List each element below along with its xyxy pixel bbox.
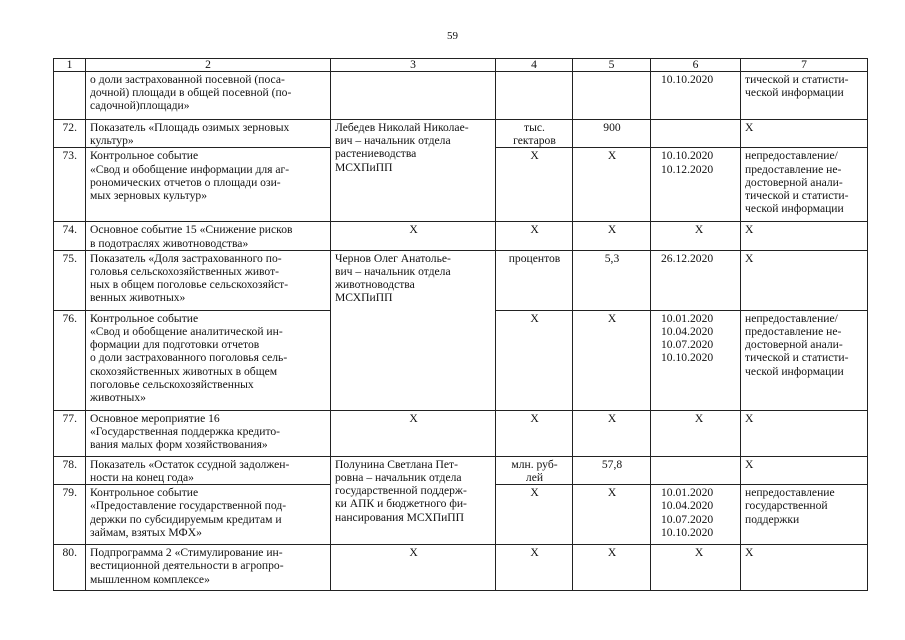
- row-name: Контрольное событие «Свод и обобщение информации для аг- рономических отчетов о площади ози- мых зерновых культур»: [86, 148, 331, 222]
- row-value: [573, 72, 651, 120]
- row-risk: X: [741, 456, 868, 484]
- row-date: 10.01.2020 10.04.2020 10.07.2020 10.10.2020: [651, 310, 741, 410]
- row-name: Показатель «Площадь озимых зерновых культур»: [86, 120, 331, 148]
- page-number: 59: [447, 30, 458, 42]
- row-number: 75.: [54, 250, 86, 310]
- row-value: 57,8: [573, 456, 651, 484]
- row-name: Подпрограмма 2 «Стимулирование ин- вестиционной деятельности в агропро- мышленном комплексе»: [86, 545, 331, 591]
- col-header-5: 5: [573, 59, 651, 72]
- row-risk: непредоставление/ предоставление не- достоверной анали- тической и статисти- ческой информации: [741, 310, 868, 410]
- row-date: [651, 120, 741, 148]
- col-header-3: 3: [331, 59, 496, 72]
- table-row: [54, 456, 868, 484]
- row-name: Контрольное событие «Предоставление государственной под- держки по субсидируемым кредитам и займам, взятых МФХ»: [86, 485, 331, 545]
- row-value: X: [573, 148, 651, 222]
- row-value: X: [573, 545, 651, 591]
- row-unit: [496, 72, 573, 120]
- row-unit: процентов: [496, 250, 573, 310]
- row-value: 5,3: [573, 250, 651, 310]
- row-number: [54, 72, 86, 120]
- col-header-7: 7: [741, 59, 868, 72]
- col-header-2: 2: [86, 59, 331, 72]
- col-header-4: 4: [496, 59, 573, 72]
- row-date: 10.10.2020: [651, 72, 741, 120]
- row-number: 80.: [54, 545, 86, 591]
- row-value: X: [573, 222, 651, 250]
- plan-table: [53, 58, 868, 591]
- row-date: [651, 456, 741, 484]
- col-header-1: 1: [54, 59, 86, 72]
- table-row: [54, 120, 868, 148]
- row-unit: X: [496, 310, 573, 410]
- row-name: о доли застрахованной посевной (поса- дочной) площади в общей посевной (по- садочной)площади»: [86, 72, 331, 120]
- row-date: 10.01.2020 10.04.2020 10.07.2020 10.10.2020: [651, 485, 741, 545]
- row-unit: X: [496, 410, 573, 456]
- row-risk: тической и статисти- ческой информации: [741, 72, 868, 120]
- row-responsible: Чернов Олег Анатолье- вич – начальник отдела животноводства МСХПиПП: [331, 250, 496, 410]
- row-date: X: [651, 222, 741, 250]
- row-responsible: Полунина Светлана Пет- ровна – начальник отдела государственной поддерж- ки АПК и бюджетного фи- нансирования МСХПиПП: [331, 456, 496, 544]
- row-risk: X: [741, 222, 868, 250]
- row-unit: X: [496, 545, 573, 591]
- row-risk: X: [741, 120, 868, 148]
- row-risk: непредоставление государственной поддержки: [741, 485, 868, 545]
- row-value: X: [573, 485, 651, 545]
- row-risk: непредоставление/ предоставление не- достоверной анали- тической и статисти- ческой информации: [741, 148, 868, 222]
- header-row: [54, 59, 868, 72]
- row-responsible: X: [331, 410, 496, 456]
- row-date: 10.10.2020 10.12.2020: [651, 148, 741, 222]
- row-number: 78.: [54, 456, 86, 484]
- row-responsible: X: [331, 222, 496, 250]
- row-value: X: [573, 410, 651, 456]
- table-row: [54, 545, 868, 591]
- row-date: 26.12.2020: [651, 250, 741, 310]
- table-row: [54, 222, 868, 250]
- row-responsible: Лебедев Николай Николае- вич – начальник отдела растениеводства МСХПиПП: [331, 120, 496, 222]
- row-name: Основное событие 15 «Снижение рисков в подотраслях животноводства»: [86, 222, 331, 250]
- row-date: X: [651, 545, 741, 591]
- row-unit: X: [496, 148, 573, 222]
- row-name: Показатель «Остаток ссудной задолжен- ности на конец года»: [86, 456, 331, 484]
- row-responsible: [331, 72, 496, 120]
- row-name: Показатель «Доля застрахованного по- головья сельскохозяйственных живот- ных в общем поголовье сельскохозяйст- венных животных»: [86, 250, 331, 310]
- row-value: 900: [573, 120, 651, 148]
- table-row: [54, 410, 868, 456]
- row-number: 79.: [54, 485, 86, 545]
- row-risk: X: [741, 250, 868, 310]
- row-risk: X: [741, 545, 868, 591]
- row-number: 77.: [54, 410, 86, 456]
- row-unit: тыс. гектаров: [496, 120, 573, 148]
- row-name: Основное мероприятие 16 «Государственная поддержка кредито- вания малых форм хозяйствования»: [86, 410, 331, 456]
- row-value: X: [573, 310, 651, 410]
- table-row: [54, 250, 868, 310]
- row-number: 76.: [54, 310, 86, 410]
- col-header-6: 6: [651, 59, 741, 72]
- row-unit: млн. руб- лей: [496, 456, 573, 484]
- row-unit: X: [496, 222, 573, 250]
- row-risk: X: [741, 410, 868, 456]
- table-row: [54, 72, 868, 120]
- row-name: Контрольное событие «Свод и обобщение аналитической ин- формации для подготовки отчетов о доли застрахованного поголовья сель- скохозяйственных животных в общем поголовье сельскохозяйственных животных»: [86, 310, 331, 410]
- row-number: 72.: [54, 120, 86, 148]
- row-unit: X: [496, 485, 573, 545]
- row-number: 74.: [54, 222, 86, 250]
- row-date: X: [651, 410, 741, 456]
- row-number: 73.: [54, 148, 86, 222]
- row-responsible: X: [331, 545, 496, 591]
